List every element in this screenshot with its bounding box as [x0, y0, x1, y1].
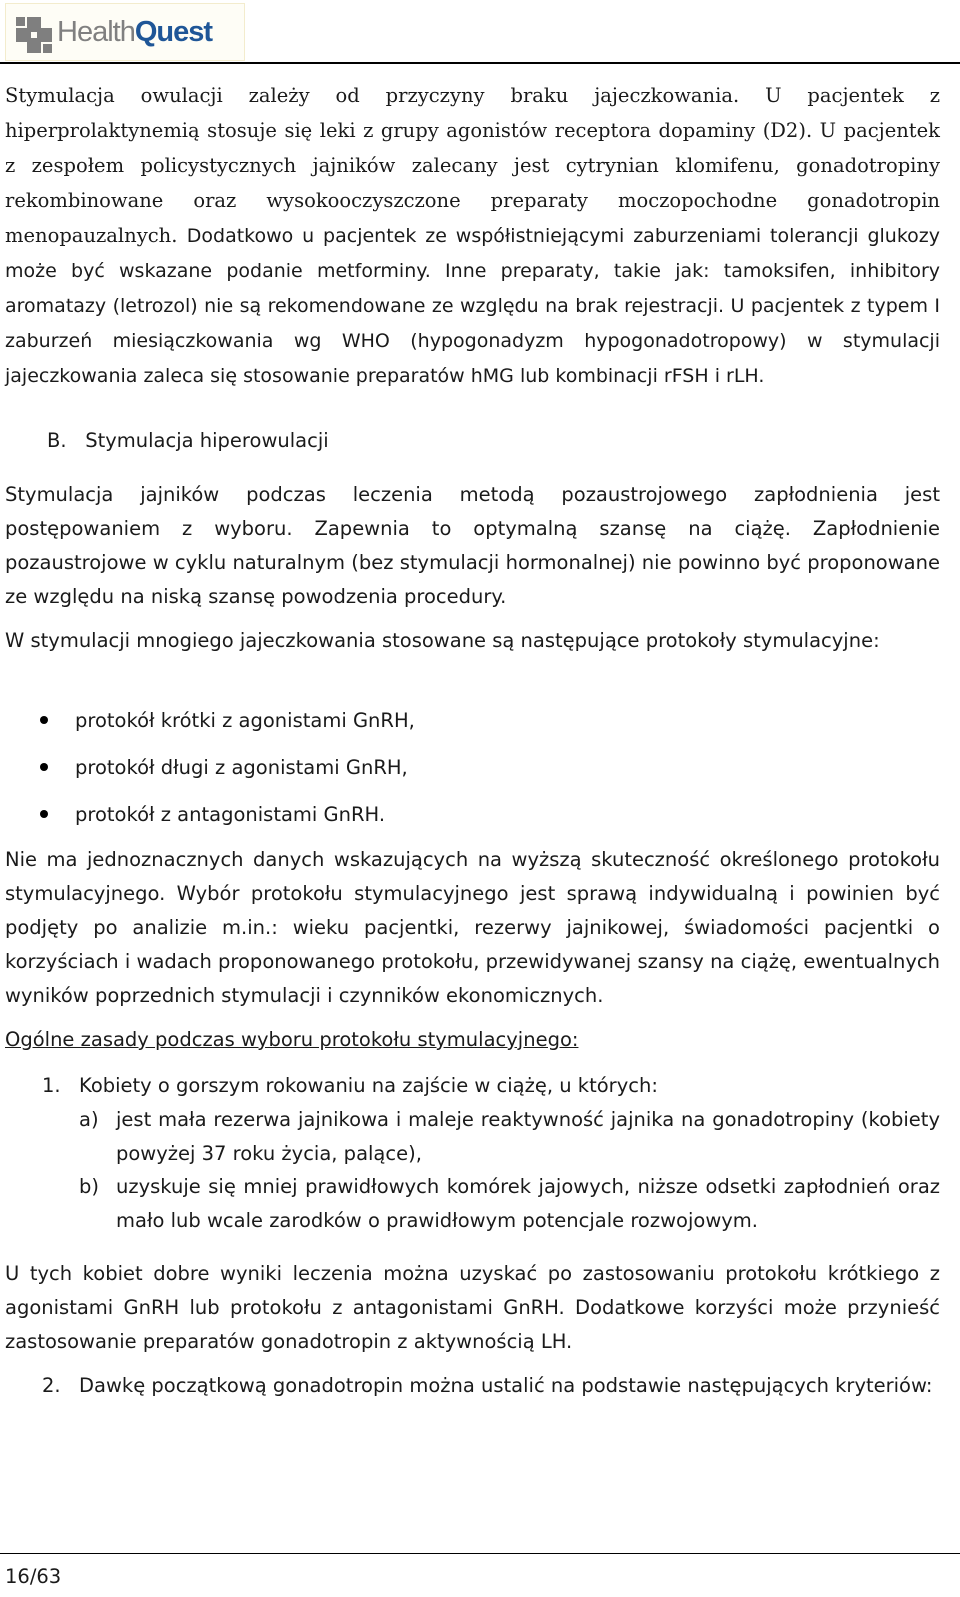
list-item-2: Dawkę początkową gonadotropin można ustalić na podstawie następujących kryteriów:: [79, 1374, 933, 1397]
header-divider: [0, 62, 960, 64]
logo-text-health: Health: [57, 16, 135, 48]
section-heading: [47, 424, 329, 458]
header: [5, 3, 245, 61]
bullet-icon: [40, 716, 48, 724]
list-number: 2.: [42, 1374, 61, 1397]
paragraph-no-data: Nie ma jednoznacznych danych wskazujących na wyższą skuteczność określonego protokołu stymulacyjnego. Wybór protokołu stymulacyjnego jest sprawą indywidualną i powinien być podjęty po analizie m.in.: wieku pacjentki, rezerwy jajnikowej, świadomości pacjentki o korzyściach i wadach proponowanego protokołu, przewidywanej szansy na ciążę, ewentualnych wyników poprzednich stymulacji i czynników ekonomicznych.: [5, 848, 940, 1007]
paragraph-ovulation: [5, 78, 940, 393]
list-item: [40, 798, 385, 832]
logo-mark-icon: [14, 15, 54, 55]
sublist-label: a): [79, 1108, 99, 1131]
paragraph-ovulation-part2: Dodatkowo u pacjentek ze współistniejącymi zaburzeniami tolerancji glukozy może być wskazane podanie metforminy. Inne preparaty, takie jak: tamoksifen, inhibitory aromatazy (letrozol) nie są rekomendowane ze względu na brak rejestracji. U pacjentek z typem I zaburzeń miesiączkowania wg WHO (hypogonadyzm hypogonadotropowy) w stymulacji jajeczkowania zaleca się stosowanie preparatów hMG lub kombinacji rFSH i rLH.: [5, 225, 940, 387]
sublist-item-a: jest mała rezerwa jajnikowa i maleje reaktywność jajnika na gonadotropiny (kobiety powyżej 37 roku życia, palące),: [116, 1108, 940, 1165]
sublist-label: b): [79, 1175, 99, 1198]
bullet-icon: [40, 763, 48, 771]
sublist-item-b: uzyskuje się mniej prawidłowych komórek jajowych, niższe odsetki zapłodnień oraz mało lub wcale zarodków o prawidłowym potencjale rozwojowym.: [116, 1175, 940, 1232]
paragraph-results: U tych kobiet dobre wyniki leczenia można uzyskać po zastosowaniu protokołu krótkiego z agonistami GnRH lub protokołu z antagonistami GnRH. Dodatkowe korzyści może przynieść zastosowanie preparatów gonadotropin z aktywnością LH.: [5, 1262, 940, 1353]
main-text: [5, 78, 957, 393]
list-number: 1.: [42, 1074, 61, 1097]
list-item-1: Kobiety o gorszym rokowaniu na zajście w ciążę, u których:: [79, 1074, 658, 1097]
list-item-text: protokół z antagonistami GnRH.: [75, 803, 386, 826]
logo-text: [57, 18, 212, 47]
rules-heading: Ogólne zasady podczas wyboru protokołu stymulacyjnego:: [5, 1028, 579, 1051]
page-number: 16/63: [5, 1565, 62, 1588]
list-item-text: protokół długi z agonistami GnRH,: [75, 756, 408, 779]
paragraph-ivf: Stymulacja jajników podczas leczenia metodą pozaustrojowego zapłodnienia jest postępowaniem z wyboru. Zapewnia to optymalną szansę na ciążę. Zapłodnienie pozaustrojowe w cyklu naturalnym (bez stymulacji hormonalnej) nie powinno być proponowane ze względu na niską szansę powodzenia procedury.: [5, 483, 940, 608]
footer-divider: [0, 1553, 960, 1554]
logo-text-quest: Quest: [134, 16, 213, 48]
section-title: Stymulacja hiperowulacji: [85, 429, 329, 452]
list-item: [40, 704, 415, 738]
bullet-icon: [40, 810, 48, 818]
list-item: [40, 751, 408, 785]
list-item-text: protokół krótki z agonistami GnRH,: [75, 709, 415, 732]
paragraph-protocols-intro: W stymulacji mnogiego jajeczkowania stosowane są następujące protokoły stymulacyjne:: [5, 629, 880, 652]
paragraph-ovulation-part1: Stymulacja owulacji zależy od przyczyny braku jajeczkowania. U pacjentek z hiperprolaktynemią stosuje się leki z grupy agonistów receptora dopaminy (D2). U pacjentek z zespołem policystycznych jajników zalecany jest cytrynian klomifenu, gonadotropiny rekombinowane oraz wysokooczyszczone preparaty moczopochodne gonadotropin menopauzalnych.: [5, 84, 940, 247]
logo: [5, 3, 245, 61]
section-label: B.: [47, 429, 67, 452]
